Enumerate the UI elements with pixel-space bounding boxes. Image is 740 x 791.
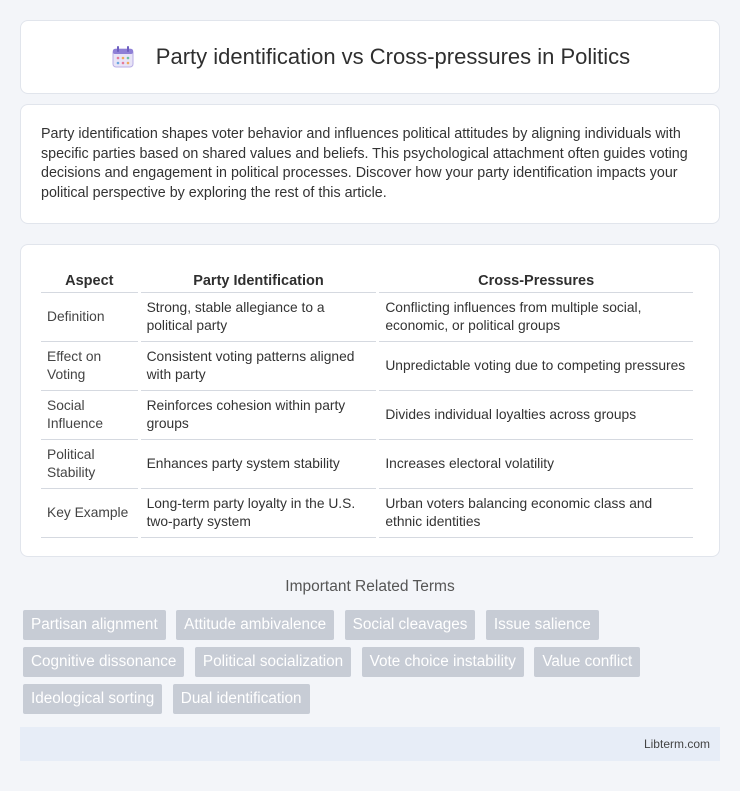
related-term-tag[interactable]: Value conflict [534,647,640,677]
table-cell: Divides individual loyalties across groups [379,391,693,440]
table-cell-aspect: Effect on Voting [41,342,138,391]
table-cell: Increases electoral volatility [379,440,693,489]
table-row [41,489,693,538]
related-terms-heading: Important Related Terms [285,578,455,595]
table-cell: Strong, stable allegiance to a political party [141,293,377,342]
footer [20,727,720,761]
table-cell: Enhances party system stability [141,440,377,489]
table-row [41,440,693,489]
column-header: Aspect [41,263,138,293]
footer-site-link[interactable]: Libterm.com [643,737,710,751]
calendar-icon [110,44,136,70]
related-term-tag[interactable]: Political socialization [195,647,351,677]
table-cell: Unpredictable voting due to competing pressures [379,342,693,391]
table-cell: Urban voters balancing economic class and ethnic identities [379,489,693,538]
related-term-tag[interactable]: Attitude ambivalence [176,610,334,640]
table-cell-aspect: Definition [41,293,138,342]
table-header-row [41,263,693,293]
intro-section [20,104,720,224]
related-term-tag[interactable]: Social cleavages [345,610,476,640]
table-cell-aspect: Social Influence [41,391,138,440]
column-header: Cross-Pressures [379,263,693,293]
table-row [41,293,693,342]
table-cell-aspect: Key Example [41,489,138,538]
intro-text: Party identification shapes voter behavior and influences political attitudes by aligning individuals with specific parties based on shared values and beliefs. This psychological attachment often guides voting decisions and engagement in political processes. Discover how your party identification impacts your political perspective by exploring the rest of this article. [41,126,688,201]
related-term-tag[interactable]: Partisan alignment [23,610,166,640]
page-title: Party identification vs Cross-pressures in Politics [155,44,631,69]
related-term-tag[interactable]: Vote choice instability [362,647,524,677]
table-cell: Reinforces cohesion within party groups [141,391,377,440]
related-term-tag[interactable]: Ideological sorting [23,684,162,714]
comparison-table-card [20,244,720,557]
table-cell: Conflicting influences from multiple social, economic, or political groups [379,293,693,342]
column-header: Party Identification [141,263,377,293]
comparison-table [38,263,696,538]
page-header [20,20,720,94]
table-row [41,342,693,391]
related-terms-list [23,610,723,721]
table-cell: Long-term party loyalty in the U.S. two-party system [141,489,377,538]
related-term-tag[interactable]: Issue salience [486,610,599,640]
table-cell: Consistent voting patterns aligned with party [141,342,377,391]
table-row [41,391,693,440]
related-term-tag[interactable]: Cognitive dissonance [23,647,184,677]
related-term-tag[interactable]: Dual identification [173,684,310,714]
table-cell-aspect: Political Stability [41,440,138,489]
